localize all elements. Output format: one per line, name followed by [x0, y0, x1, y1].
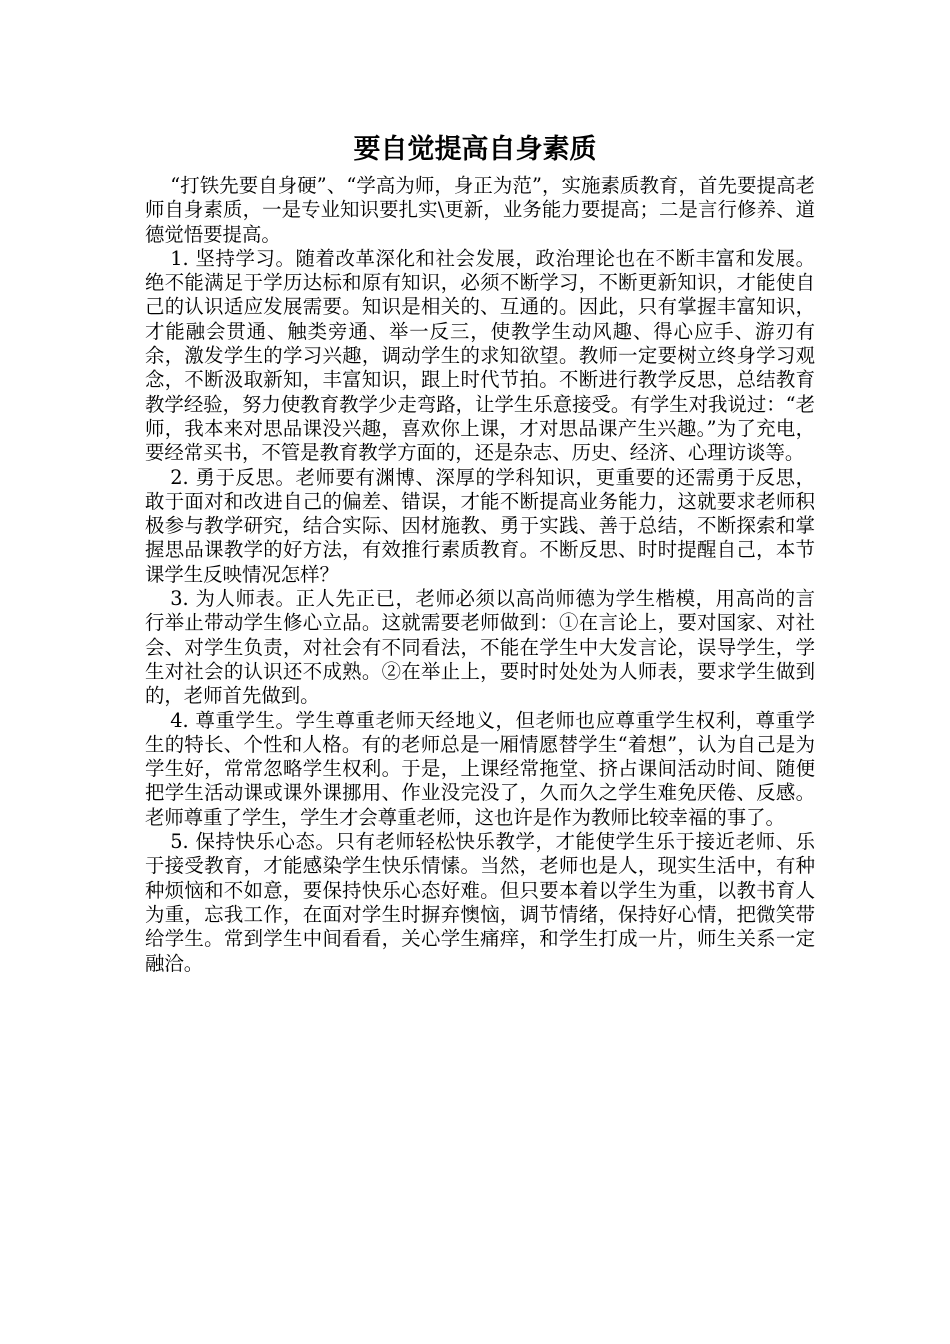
paragraph-happy-mindset: 5. 保持快乐心态。只有老师轻松快乐教学，才能使学生乐于接近老师、乐于接受教育，才能感染学生快乐情愫。当然，老师也是人，现实生活中，有种种烦恼和不如意，要保持快乐心态好难。但只要本着以学生为重，以教书育人为重，忘我工作，在面对学生时摒弃懊恼，调节情绪，保持好心情，把微笑带给学生。常到学生中间看看，关心学生痛痒，和学生打成一片，师生关系一定融洽。 [145, 830, 815, 975]
document-body [145, 174, 815, 976]
paragraph-reflection: 2. 勇于反思。老师要有渊博、深厚的学科知识，更重要的还需勇于反思，敢于面对和改进自己的偏差、错误，才能不断提高业务能力，这就要求老师积极参与教学研究，结合实际、因材施教、勇于实践、善于总结，不断探索和掌握思品课教学的好方法，有效推行素质教育。不断反思、时时提醒自己，本节课学生反映情况怎样？ [145, 465, 815, 586]
paragraph-keep-learning: 1. 坚持学习。随着改革深化和社会发展，政治理论也在不断丰富和发展。绝不能满足于学历达标和原有知识，必须不断学习，不断更新知识，才能使自己的认识适应发展需要。知识是相关的、互通的。因此，只有掌握丰富知识，才能融会贯通、触类旁通、举一反三，使教学生动风趣、得心应手、游刃有余，激发学生的学习兴趣，调动学生的求知欲望。教师一定要树立终身学习观念，不断汲取新知，丰富知识，跟上时代节拍。不断进行教学反思，总结教育教学经验，努力使教育教学少走弯路，让学生乐意接受。有学生对我说过：“老师，我本来对思品课没兴趣，喜欢你上课，才对思品课产生兴趣。”为了充电，要经常买书，不管是教育教学方面的，还是杂志、历史、经济、心理访谈等。 [145, 246, 815, 465]
paragraph-role-model: 3. 为人师表。正人先正已，老师必须以高尚师德为学生楷模，用高尚的言行举止带动学生修心立品。这就需要老师做到：①在言论上，要对国家、对社会、对学生负责，对社会有不同看法，不能在学生中大发言论，误导学生，学生对社会的认识还不成熟。②在举止上，要时时处处为人师表，要求学生做到的，老师首先做到。 [145, 587, 815, 708]
paragraph-respect-students: 4. 尊重学生。学生尊重老师天经地义，但老师也应尊重学生权利，尊重学生的特长、个性和人格。有的老师总是一厢情愿替学生“着想”，认为自己是为学生好，常常忽略学生权利。于是，上课经常拖堂、挤占课间活动时间、随便把学生活动课或课外课挪用、作业没完没了，久而久之学生难免厌倦、反感。老师尊重了学生，学生才会尊重老师，这也许是作为教师比较幸福的事了。 [145, 708, 815, 829]
document-title: 要自觉提高自身素质 [353, 134, 597, 165]
intro-paragraph: “打铁先要自身硬”、“学高为师，身正为范”，实施素质教育，首先要提高老师自身素质，一是专业知识要扎实\更新，业务能力要提高；二是言行修养、道德觉悟要提高。 [145, 174, 815, 246]
